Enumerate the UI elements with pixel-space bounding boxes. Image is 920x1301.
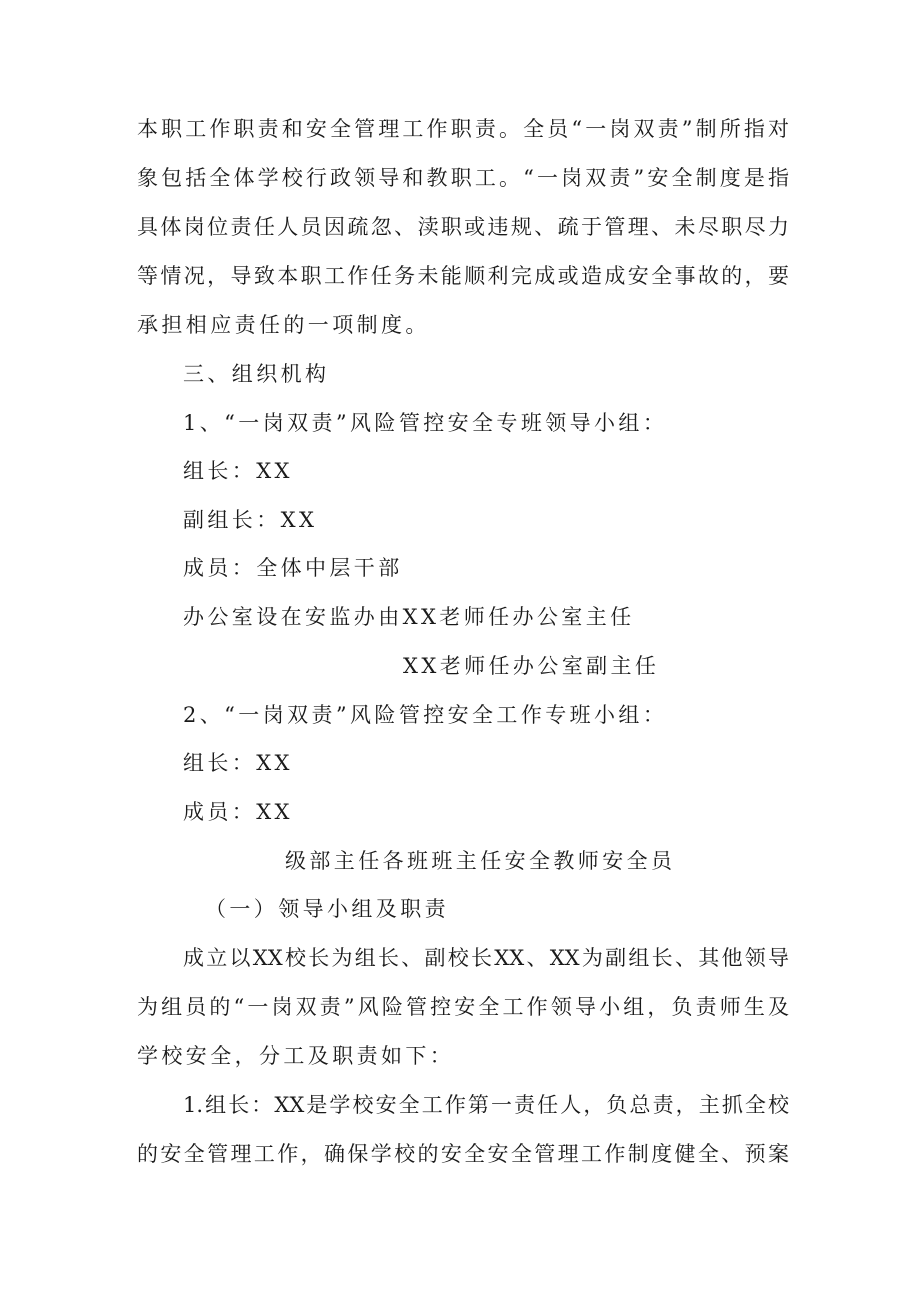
paragraph-line: 成立以XX校长为组长、副校长XX、XX为副组长、其他领导 [183, 946, 789, 970]
paragraph-line: 1.组长：XX是学校安全工作第一责任人，负总责，主抓全校 [183, 1093, 789, 1117]
group-vice-leader: 副组长：XX [183, 508, 318, 532]
paragraph-line: 承担相应责任的一项制度。 [137, 313, 430, 337]
group-roles: 级部主任各班班主任安全教师安全员 [285, 849, 676, 873]
subsection-heading: （一）领导小组及职责 [205, 897, 449, 921]
group-members: 成员：全体中层干部 [183, 556, 403, 580]
office-line: XX老师任办公室副主任 [403, 654, 660, 678]
paragraph-line: 为组员的“一岗双责”风险管控安全工作领导小组，负责师生及 [137, 995, 789, 1019]
paragraph-line: 具体岗位责任人员因疏忽、渎职或违规、疏于管理、未尽职尽力 [137, 215, 789, 239]
group-title: 1、“一岗双责”风险管控安全专班领导小组： [183, 411, 668, 435]
group-members: 成员：XX [183, 800, 293, 824]
group-leader: 组长：XX [183, 459, 293, 483]
paragraph-line: 学校安全，分工及职责如下： [137, 1044, 455, 1068]
group-leader: 组长：XX [183, 751, 293, 775]
paragraph-line: 象包括全体学校行政领导和教职工。“一岗双责”安全制度是指 [137, 166, 789, 190]
office-line: 办公室设在安监办由XX老师任办公室主任 [183, 605, 635, 629]
paragraph-line: 的安全管理工作，确保学校的安全安全管理工作制度健全、预案 [137, 1142, 789, 1166]
group-title: 2、“一岗双责”风险管控安全工作专班小组： [183, 703, 668, 727]
paragraph-line: 等情况，导致本职工作任务未能顺利完成或造成安全事故的，要 [137, 264, 789, 288]
section-heading: 三、组织机构 [183, 362, 330, 386]
paragraph-line: 本职工作职责和安全管理工作职责。全员“一岗双责”制所指对 [137, 117, 789, 141]
